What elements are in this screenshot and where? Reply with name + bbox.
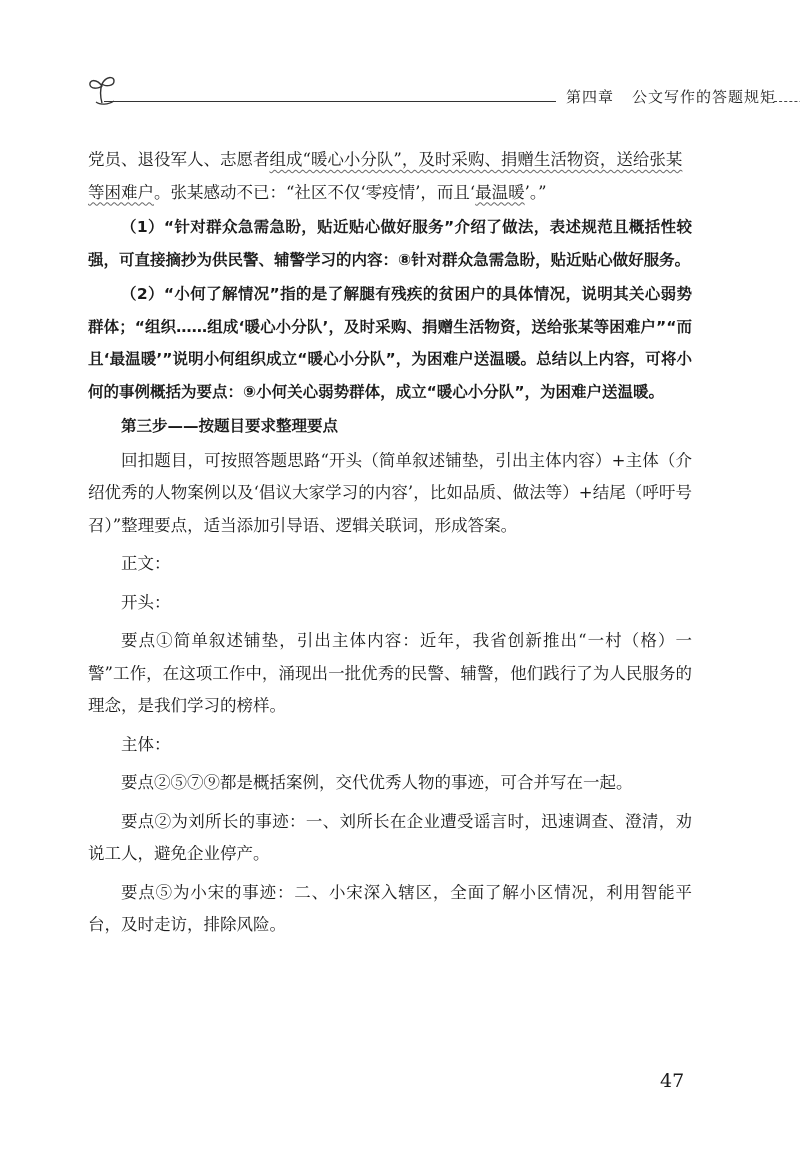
header-rule — [104, 101, 556, 102]
merge-note-paragraph: 要点②⑤⑦⑨都是概括案例，交代优秀人物的事迹，可合并写在一起。 — [121, 773, 633, 792]
paragraph-continued — [88, 144, 692, 209]
section-label-zhuti: 主体： — [121, 734, 171, 754]
point-5-paragraph: 要点⑤为小宋的事迹：二、小宋深入辖区，全面了解小区情况，利用智能平台，及时走访，排除风险。 — [88, 882, 692, 934]
section-label-kaitou: 开头： — [121, 592, 171, 612]
wavy-underlined-text: 组成“暖心小分队”，及时采购、捐赠生活物资，送给张某 — [269, 150, 683, 169]
chapter-title: 公文写作的答题规矩 — [632, 88, 777, 106]
sprout-icon — [86, 72, 126, 108]
intro-paragraph: 回扣题目，可按照答题思路“开头（简单叙述铺垫，引出主体内容）+主体（介绍优秀的人物案例以及‘倡议大家学习的内容’，比如品质、做法等）+结尾（呼吁号召）”整理要点，适当添加引导语、逻辑关联词，形成答案。 — [88, 450, 692, 535]
page-number: 47 — [660, 1070, 685, 1092]
section-label-zhengwen: 正文： — [121, 554, 171, 573]
analysis-paragraph-1: （1）“针对群众急需急盼，贴近贴心做好服务”介绍了做法，表述规范且概括性较强，可直接摘抄为供民警、辅警学习的内容：⑧针对群众急需急盼，贴近贴心做好服务。 — [88, 218, 692, 269]
chapter-heading — [566, 86, 776, 107]
wavy-underlined-text: 最温暖 — [475, 182, 525, 202]
text-run: ’。” — [524, 182, 547, 202]
chapter-number: 第四章 — [566, 88, 615, 106]
point-2-paragraph: 要点②为刘所长的事迹：一、刘所长在企业遭受谣言时，迅速调查、澄清，劝说工人，避免企业停产。 — [88, 811, 692, 863]
header-dashed-rule — [774, 101, 800, 102]
page-body — [88, 144, 692, 942]
step-heading: 第三步——按题目要求整理要点 — [121, 417, 339, 435]
point-1-paragraph: 要点①简单叙述铺垫，引出主体内容：近年，我省创新推出“一村（格）一警”工作，在这项工作中，涌现出一批优秀的民警、辅警，他们践行了为人民服务的理念，是我们学习的榜样。 — [88, 631, 692, 715]
wavy-underlined-text: 等困难户 — [88, 182, 154, 202]
text-run: 。张某感动不已：“社区不仅‘零疫情’，而且‘ — [154, 182, 476, 202]
running-header — [86, 72, 786, 112]
analysis-paragraph-2: （2）“小何了解情况”指的是了解腿有残疾的贫困户的具体情况，说明其关心弱势群体；“组织……组成‘暖心小分队’，及时采购、捐赠生活物资，送给张某等困难户”“而且‘最温暖’”说明小何组织成立“暖心小分队”，为困难户送温暖。总结以上内容，可将小何的事例概括为要点：⑨小何关心弱势群体，成立“暖心小分队”，为困难户送温暖。 — [88, 285, 692, 401]
text-run: 党员、退役军人、志愿者 — [88, 150, 270, 169]
